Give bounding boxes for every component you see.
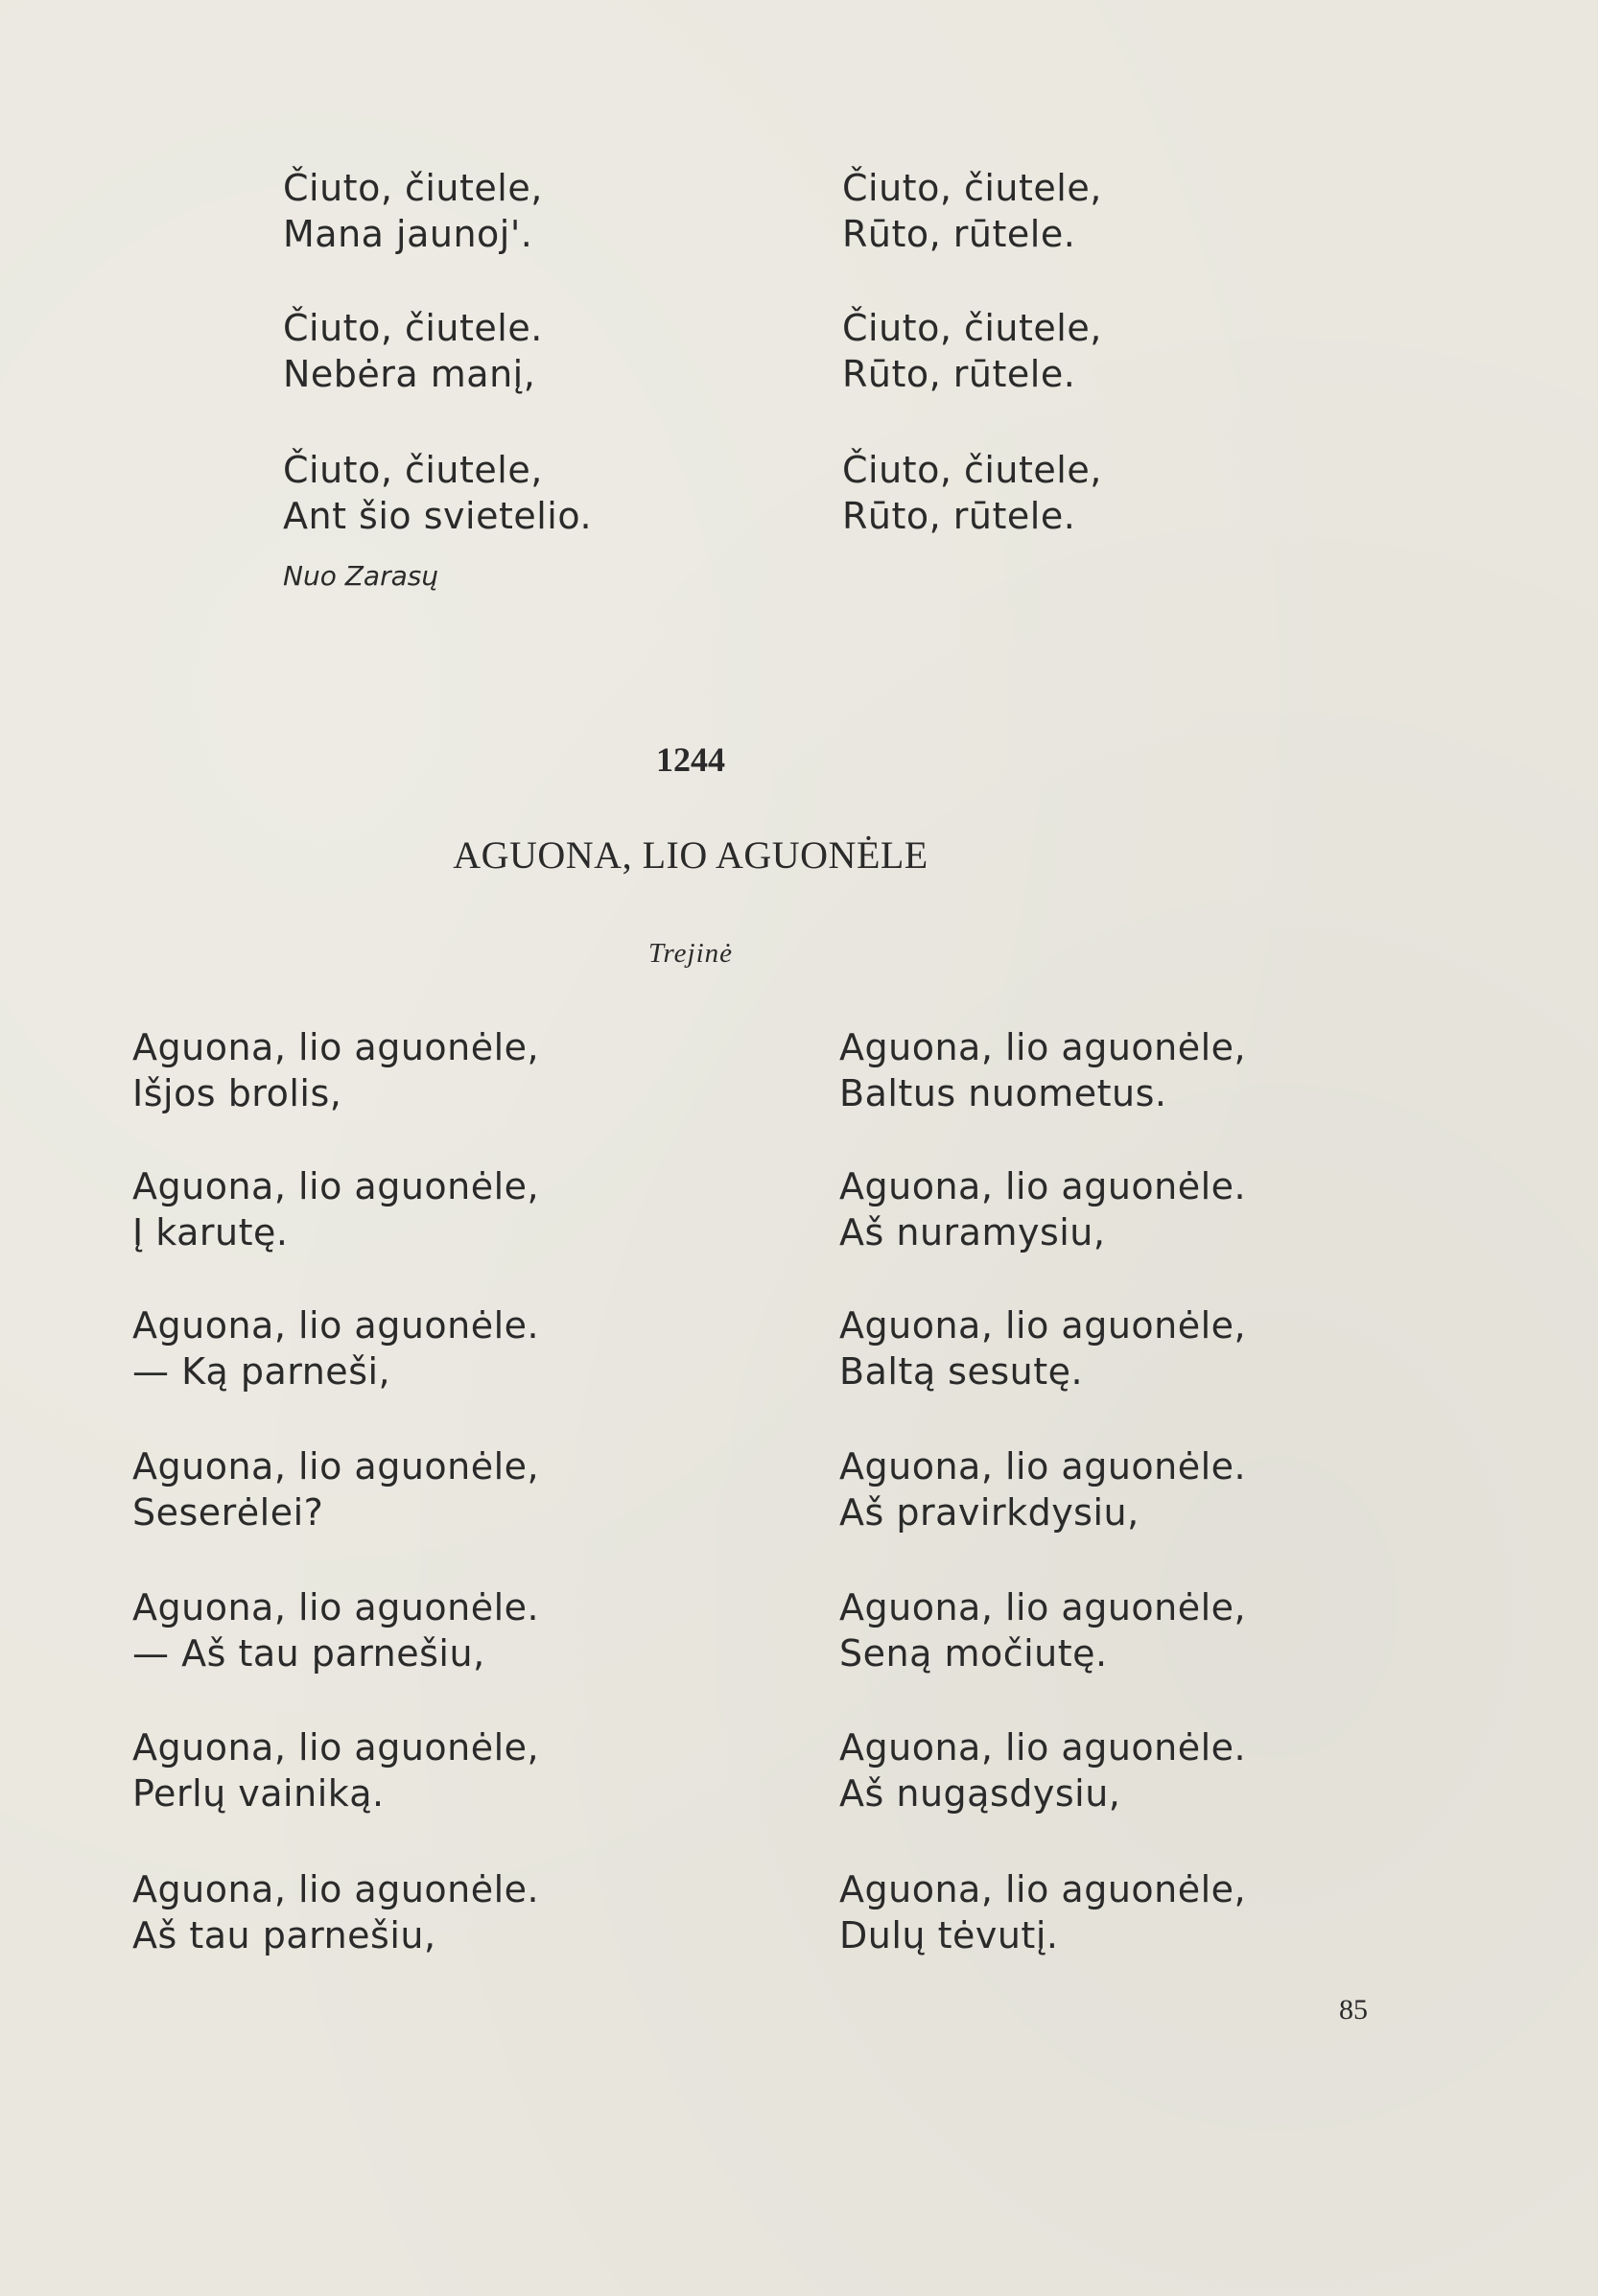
verse-line: Čiuto, čiutele,	[842, 449, 1102, 491]
verse-line: Aguona, lio aguonėle,	[132, 1026, 540, 1068]
verse-line: — Aš tau parnešiu,	[132, 1632, 485, 1675]
stanza	[283, 165, 543, 257]
verse-line: Aš pravirkdysiu,	[839, 1491, 1140, 1534]
verse-line: Aguona, lio aguonėle.	[839, 1726, 1247, 1769]
verse-line: Aš tau parnešiu,	[132, 1914, 436, 1956]
stanza	[132, 1443, 539, 1535]
verse-line: Čiuto, čiutele,	[842, 307, 1102, 349]
verse-line: Ant šio svietelio.	[283, 495, 593, 537]
stanza	[839, 1024, 1246, 1116]
song-title: AGUONA, LIO AGUONĖLE	[453, 833, 928, 877]
verse-line: Rūto, rūtele.	[842, 213, 1076, 255]
stanza	[842, 447, 1102, 539]
page-number: 85	[1339, 1994, 1368, 2026]
stanza	[839, 1866, 1246, 1958]
stanza	[842, 165, 1102, 257]
stanza	[132, 1302, 539, 1394]
verse-line: Baltus nuometus.	[839, 1072, 1167, 1114]
verse-line: Seserėlei?	[132, 1491, 324, 1534]
verse-line: Čiuto, čiutele,	[842, 167, 1102, 209]
stanza	[839, 1724, 1246, 1816]
verse-line: Rūto, rūtele.	[842, 495, 1076, 537]
stanza	[839, 1443, 1246, 1535]
verse-line: Aguona, lio aguonėle.	[132, 1868, 540, 1910]
stanza	[132, 1724, 539, 1816]
verse-line: Aguona, lio aguonėle,	[132, 1726, 540, 1769]
verse-line: Čiuto, čiutele,	[283, 449, 543, 491]
verse-line: Čiuto, čiutele.	[283, 307, 543, 349]
song-number: 1244	[656, 740, 725, 779]
verse-line: Aš nuramysiu,	[839, 1211, 1106, 1253]
verse-line: Aguona, lio aguonėle,	[132, 1165, 540, 1207]
stanza	[132, 1584, 539, 1676]
verse-line: Aguona, lio aguonėle.	[839, 1445, 1247, 1488]
verse-line: Į karutę.	[132, 1211, 289, 1253]
verse-line: Aguona, lio aguonėle,	[132, 1445, 540, 1488]
verse-line: Išjos brolis,	[132, 1072, 342, 1114]
verse-line: Baltą sesutę.	[839, 1350, 1084, 1393]
stanza	[839, 1584, 1246, 1676]
verse-line: Aguona, lio aguonėle,	[839, 1026, 1247, 1068]
song-source: Nuo Zarasų	[283, 560, 439, 592]
verse-line: Rūto, rūtele.	[842, 353, 1076, 395]
verse-line: Aguona, lio aguonėle.	[132, 1304, 540, 1347]
stanza	[839, 1163, 1246, 1255]
stanza	[132, 1866, 539, 1958]
verse-line: Aguona, lio aguonėle,	[839, 1304, 1247, 1347]
verse-line: — Ką parneši,	[132, 1350, 391, 1393]
stanza	[283, 305, 543, 397]
verse-line: Aguona, lio aguonėle.	[839, 1165, 1247, 1207]
verse-line: Seną močiutę.	[839, 1632, 1108, 1675]
stanza	[132, 1163, 539, 1255]
stanza	[132, 1024, 539, 1116]
stanza	[839, 1302, 1246, 1394]
verse-line: Čiuto, čiutele,	[283, 167, 543, 209]
verse-line: Dulų tėvutį.	[839, 1914, 1059, 1956]
verse-line: Perlų vainiką.	[132, 1772, 385, 1815]
verse-line: Nebėra manį,	[283, 353, 536, 395]
song-subtitle: Trejinė	[647, 938, 734, 969]
verse-line: Mana jaunoj'.	[283, 213, 533, 255]
verse-line: Aš nugąsdysiu,	[839, 1772, 1121, 1815]
stanza	[842, 305, 1102, 397]
verse-line: Aguona, lio aguonėle.	[132, 1586, 540, 1628]
verse-line: Aguona, lio aguonėle,	[839, 1868, 1247, 1910]
verse-line: Aguona, lio aguonėle,	[839, 1586, 1247, 1628]
stanza	[283, 447, 592, 539]
